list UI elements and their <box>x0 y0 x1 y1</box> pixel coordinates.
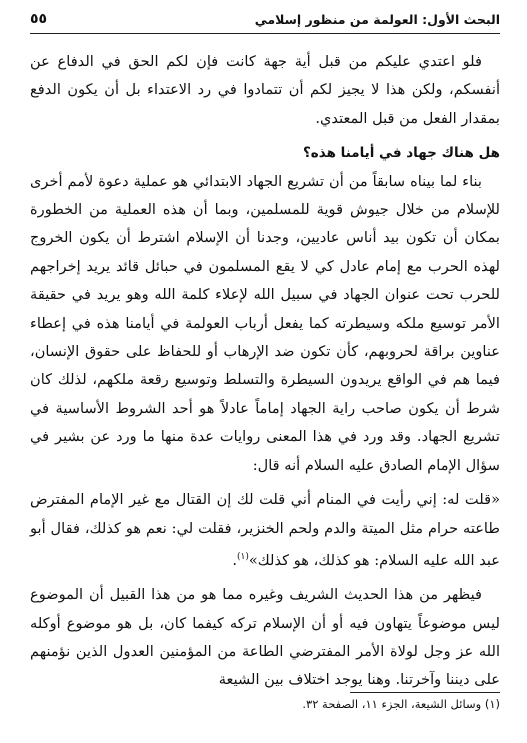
footnote-marker: (١) <box>236 551 249 562</box>
quote-text: «قلت له: إني رأيت في المنام أني قلت لك إن القتال مع غير الإمام المفترض طاعته حرام مثل الميتة والدم ولحم الخنزير، فقلت لي: نعم هو كذلك، فقال أبو عبد الله عليه السلام: هو كذلك، هو كذلك» <box>30 491 500 569</box>
footnote: (١) وسائل الشيعة، الجزء ١١، الصفحة ٣٢. <box>302 697 500 711</box>
header-divider <box>30 33 500 34</box>
paragraph-3: فيظهر من هذا الحديث الشريف وغيره مما هو من هذا القبيل أن الموضوع ليس موضوعاً يتهاون فيه أو أن الإسلام تركه كيفما كان، بل هو موضوع أوكله الله عز وجل لولاة الأمر المفترضي الطاعة من المؤمنين العدول الذين نؤمنهم على ديننا وآخرتنا. وهنا يوجد اختلاف بين الشيعة <box>30 586 500 689</box>
page-header <box>30 8 500 34</box>
running-title: البحث الأول: العولمة من منظور إسلامي <box>254 12 500 27</box>
paragraph-1: فلو اعتدي عليكم من قبل أية جهة كانت فإن لكم الحق في الدفاع عن أنفسكم، ولكن هذا لا يجيز لكم أن تتمادوا في رد الاعتداء بل أن يكون الدفع بمقدار الفعل من قبل المعتدي. <box>30 53 500 127</box>
section-heading: هل هناك جهاد في أيامنا هذه؟ <box>302 145 500 162</box>
page-number: ٥٥ <box>30 11 48 27</box>
footnote-divider <box>350 692 500 693</box>
page-body <box>30 48 500 695</box>
paragraph-2: بناء لما بيناه سابقاً من أن تشريع الجهاد الابتدائي هو عملية دعوة لأمم أخرى للإسلام من خلال جيوش قوية للمسلمين، وبما أن هذه العملية من الخطورة بمكان أن تكون بيد أناس عاديين، وجدنا أن الإسلام اشترط أن يكون الخروج لهذه الحرب مع إمام عادل كي لا يقع المسلمون في حبائل قائد يريد إخراجهم للحرب تحت عنوان الجهاد في سبيل الله لإعلاء كلمة الله وهو يريد في حقيقة الأمر توسيع ملكه وسيطرته كما يفعل أرباب العولمة في أيامنا هذه في إعطاء عناوين براقة لحروبهم، كأن تكون ضد الإرهاب أو للحفاظ على حقوق الإنسان، فيما هم في الواقع يريدون السيطرة والتسلط وتوسيع رقعة ملكهم، لذلك كان شرط أن يكون صاحب راية الجهاد إماماً عادلاً هو أحد الشروط الأساسية في تشريع الجهاد. وقد ورد في هذا المعنى روايات عدة منها ما ورد عن بشير في سؤال الإمام الصادق عليه السلام أنه قال: <box>30 172 500 474</box>
hadith-quote: «قلت له: إني رأيت في المنام أني قلت لك إن القتال مع غير الإمام المفترض طاعته حرام مثل الميتة والدم ولحم الخنزير، فقلت لي: نعم هو كذلك، فقال أبو عبد الله عليه السلام: هو كذلك، هو كذلك»$^{(١)}$. <box>30 491 500 569</box>
